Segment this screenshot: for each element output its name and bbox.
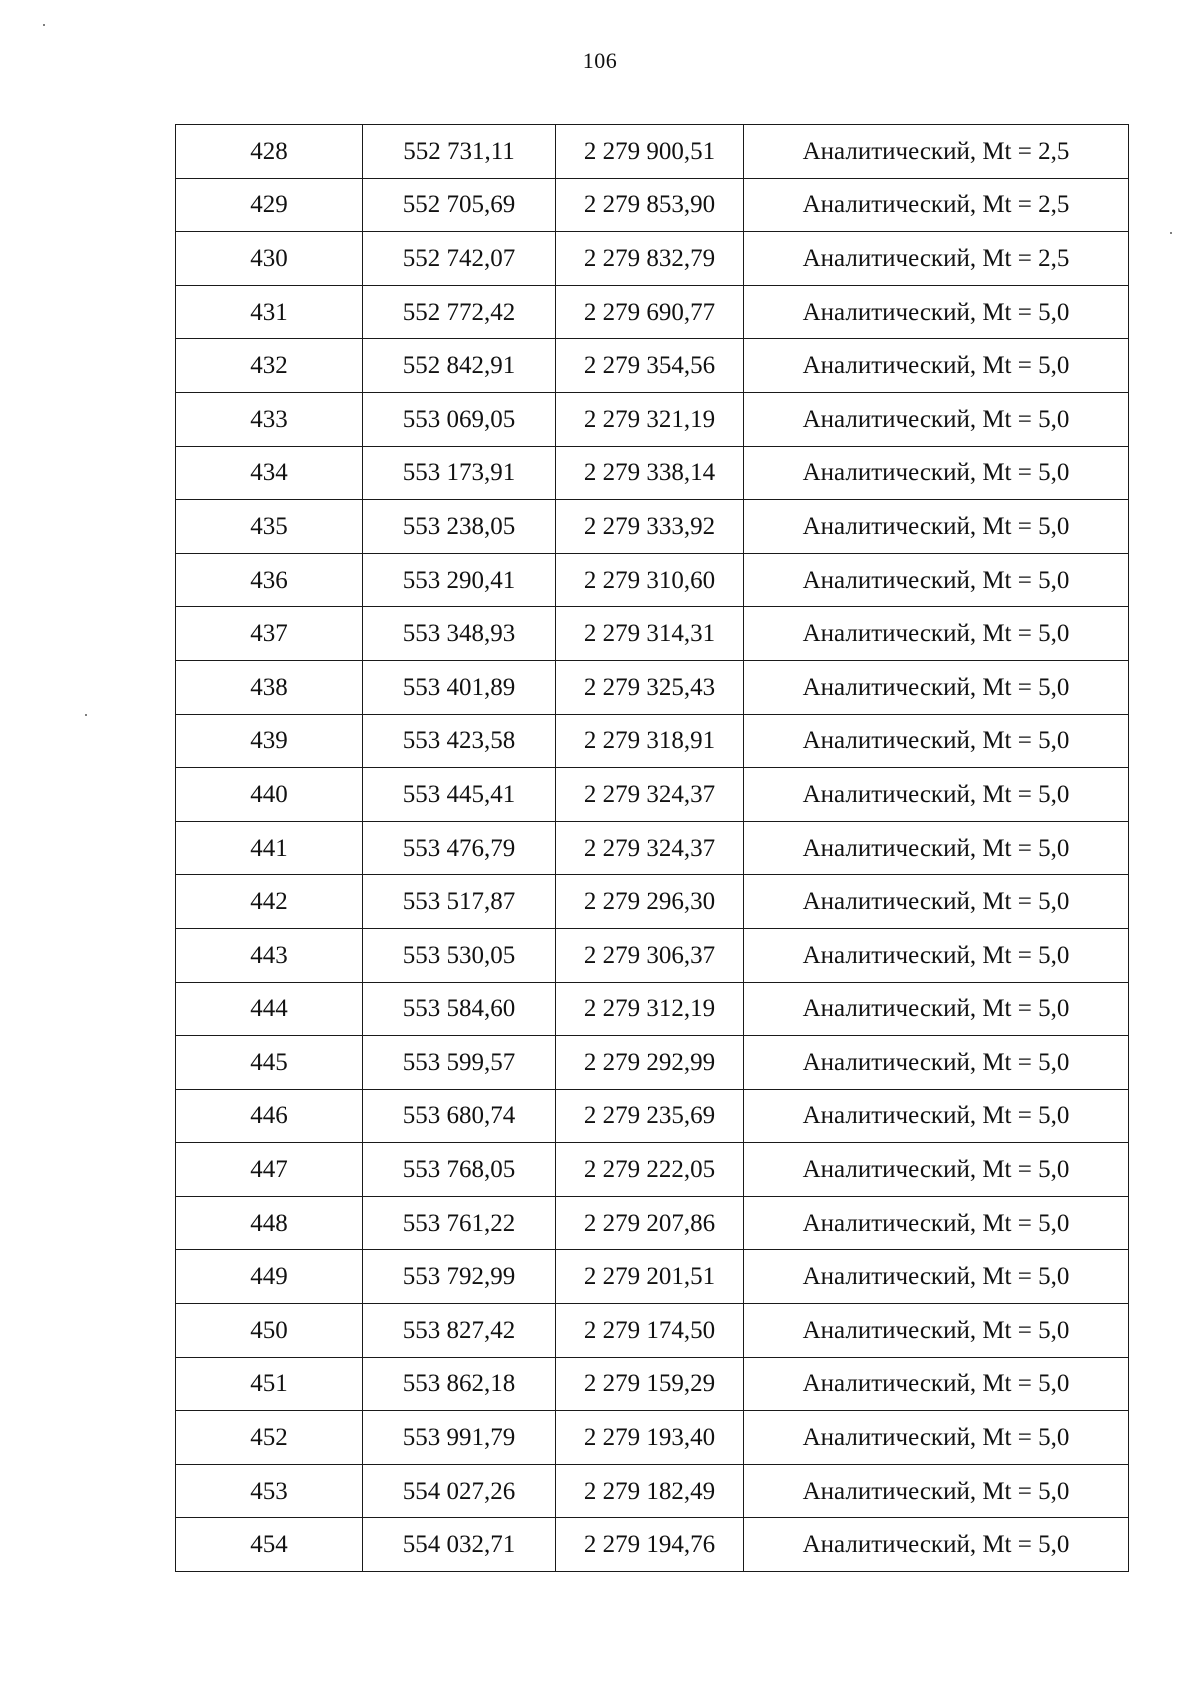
point-number-cell: 429	[176, 178, 363, 232]
x-coordinate-cell: 553 599,57	[363, 1036, 556, 1090]
table-row	[176, 768, 1129, 822]
table-row	[176, 500, 1129, 554]
table-row	[176, 928, 1129, 982]
point-number-cell: 436	[176, 553, 363, 607]
point-number-cell: 444	[176, 982, 363, 1036]
y-coordinate-cell: 2 279 306,37	[556, 928, 744, 982]
method-cell: Аналитический, Mt = 5,0	[744, 446, 1129, 500]
x-coordinate-cell: 553 401,89	[363, 660, 556, 714]
point-number-cell: 454	[176, 1518, 363, 1572]
method-cell: Аналитический, Mt = 5,0	[744, 1196, 1129, 1250]
table-row	[176, 1464, 1129, 1518]
table-row	[176, 1089, 1129, 1143]
table-row	[176, 1250, 1129, 1304]
method-cell: Аналитический, Mt = 5,0	[744, 1357, 1129, 1411]
y-coordinate-cell: 2 279 900,51	[556, 125, 744, 179]
method-cell: Аналитический, Mt = 5,0	[744, 1304, 1129, 1358]
point-number-cell: 431	[176, 285, 363, 339]
method-cell: Аналитический, Mt = 5,0	[744, 1089, 1129, 1143]
method-cell: Аналитический, Mt = 5,0	[744, 339, 1129, 393]
table-row	[176, 1518, 1129, 1572]
x-coordinate-cell: 553 238,05	[363, 500, 556, 554]
y-coordinate-cell: 2 279 292,99	[556, 1036, 744, 1090]
x-coordinate-cell: 553 680,74	[363, 1089, 556, 1143]
x-coordinate-cell: 553 348,93	[363, 607, 556, 661]
x-coordinate-cell: 553 862,18	[363, 1357, 556, 1411]
y-coordinate-cell: 2 279 325,43	[556, 660, 744, 714]
method-cell: Аналитический, Mt = 5,0	[744, 768, 1129, 822]
point-number-cell: 446	[176, 1089, 363, 1143]
method-cell: Аналитический, Mt = 5,0	[744, 982, 1129, 1036]
table-row	[176, 660, 1129, 714]
y-coordinate-cell: 2 279 193,40	[556, 1411, 744, 1465]
table-row	[176, 392, 1129, 446]
x-coordinate-cell: 552 742,07	[363, 232, 556, 286]
point-number-cell: 442	[176, 875, 363, 929]
scan-speck	[1170, 232, 1172, 234]
point-number-cell: 433	[176, 392, 363, 446]
method-cell: Аналитический, Mt = 5,0	[744, 660, 1129, 714]
method-cell: Аналитический, Mt = 5,0	[744, 553, 1129, 607]
table-row	[176, 125, 1129, 179]
y-coordinate-cell: 2 279 312,19	[556, 982, 744, 1036]
point-number-cell: 448	[176, 1196, 363, 1250]
x-coordinate-cell: 553 173,91	[363, 446, 556, 500]
point-number-cell: 428	[176, 125, 363, 179]
y-coordinate-cell: 2 279 296,30	[556, 875, 744, 929]
page-number: 106	[582, 48, 618, 73]
method-cell: Аналитический, Mt = 5,0	[744, 928, 1129, 982]
y-coordinate-cell: 2 279 354,56	[556, 339, 744, 393]
method-cell: Аналитический, Mt = 5,0	[744, 875, 1129, 929]
table-row	[176, 1411, 1129, 1465]
x-coordinate-cell: 553 423,58	[363, 714, 556, 768]
scan-speck	[85, 714, 87, 716]
y-coordinate-cell: 2 279 324,37	[556, 821, 744, 875]
table-row	[176, 232, 1129, 286]
y-coordinate-cell: 2 279 318,91	[556, 714, 744, 768]
x-coordinate-cell: 552 842,91	[363, 339, 556, 393]
x-coordinate-cell: 553 991,79	[363, 1411, 556, 1465]
y-coordinate-cell: 2 279 324,37	[556, 768, 744, 822]
point-number-cell: 452	[176, 1411, 363, 1465]
method-cell: Аналитический, Mt = 5,0	[744, 1250, 1129, 1304]
method-cell: Аналитический, Mt = 5,0	[744, 1411, 1129, 1465]
y-coordinate-cell: 2 279 201,51	[556, 1250, 744, 1304]
scan-speck	[43, 24, 45, 26]
table-row	[176, 714, 1129, 768]
table-row	[176, 178, 1129, 232]
y-coordinate-cell: 2 279 853,90	[556, 178, 744, 232]
table-row	[176, 1036, 1129, 1090]
method-cell: Аналитический, Mt = 5,0	[744, 1518, 1129, 1572]
y-coordinate-cell: 2 279 333,92	[556, 500, 744, 554]
y-coordinate-cell: 2 279 194,76	[556, 1518, 744, 1572]
y-coordinate-cell: 2 279 182,49	[556, 1464, 744, 1518]
point-number-cell: 434	[176, 446, 363, 500]
point-number-cell: 438	[176, 660, 363, 714]
method-cell: Аналитический, Mt = 5,0	[744, 1143, 1129, 1197]
table-row	[176, 446, 1129, 500]
table-row	[176, 1196, 1129, 1250]
x-coordinate-cell: 553 069,05	[363, 392, 556, 446]
method-cell: Аналитический, Mt = 2,5	[744, 232, 1129, 286]
method-cell: Аналитический, Mt = 5,0	[744, 1036, 1129, 1090]
method-cell: Аналитический, Mt = 5,0	[744, 1464, 1129, 1518]
y-coordinate-cell: 2 279 174,50	[556, 1304, 744, 1358]
point-number-cell: 449	[176, 1250, 363, 1304]
table-row	[176, 1304, 1129, 1358]
point-number-cell: 440	[176, 768, 363, 822]
y-coordinate-cell: 2 279 235,69	[556, 1089, 744, 1143]
method-cell: Аналитический, Mt = 2,5	[744, 125, 1129, 179]
point-number-cell: 439	[176, 714, 363, 768]
x-coordinate-cell: 552 772,42	[363, 285, 556, 339]
point-number-cell: 443	[176, 928, 363, 982]
coordinates-table-body	[176, 125, 1129, 1572]
x-coordinate-cell: 553 768,05	[363, 1143, 556, 1197]
table-row	[176, 607, 1129, 661]
point-number-cell: 430	[176, 232, 363, 286]
x-coordinate-cell: 554 032,71	[363, 1518, 556, 1572]
x-coordinate-cell: 553 290,41	[363, 553, 556, 607]
point-number-cell: 441	[176, 821, 363, 875]
table-row	[176, 821, 1129, 875]
x-coordinate-cell: 553 792,99	[363, 1250, 556, 1304]
y-coordinate-cell: 2 279 310,60	[556, 553, 744, 607]
point-number-cell: 451	[176, 1357, 363, 1411]
method-cell: Аналитический, Mt = 5,0	[744, 500, 1129, 554]
x-coordinate-cell: 552 705,69	[363, 178, 556, 232]
x-coordinate-cell: 553 445,41	[363, 768, 556, 822]
y-coordinate-cell: 2 279 222,05	[556, 1143, 744, 1197]
point-number-cell: 445	[176, 1036, 363, 1090]
point-number-cell: 450	[176, 1304, 363, 1358]
coordinates-table	[175, 124, 1129, 1572]
x-coordinate-cell: 553 517,87	[363, 875, 556, 929]
point-number-cell: 432	[176, 339, 363, 393]
y-coordinate-cell: 2 279 207,86	[556, 1196, 744, 1250]
table-row	[176, 982, 1129, 1036]
y-coordinate-cell: 2 279 690,77	[556, 285, 744, 339]
point-number-cell: 453	[176, 1464, 363, 1518]
y-coordinate-cell: 2 279 314,31	[556, 607, 744, 661]
table-row	[176, 285, 1129, 339]
x-coordinate-cell: 553 827,42	[363, 1304, 556, 1358]
table-row	[176, 1143, 1129, 1197]
y-coordinate-cell: 2 279 159,29	[556, 1357, 744, 1411]
x-coordinate-cell: 553 476,79	[363, 821, 556, 875]
y-coordinate-cell: 2 279 321,19	[556, 392, 744, 446]
method-cell: Аналитический, Mt = 2,5	[744, 178, 1129, 232]
table-row	[176, 553, 1129, 607]
method-cell: Аналитический, Mt = 5,0	[744, 285, 1129, 339]
table-row	[176, 339, 1129, 393]
x-coordinate-cell: 553 530,05	[363, 928, 556, 982]
y-coordinate-cell: 2 279 832,79	[556, 232, 744, 286]
point-number-cell: 437	[176, 607, 363, 661]
x-coordinate-cell: 552 731,11	[363, 125, 556, 179]
method-cell: Аналитический, Mt = 5,0	[744, 607, 1129, 661]
y-coordinate-cell: 2 279 338,14	[556, 446, 744, 500]
method-cell: Аналитический, Mt = 5,0	[744, 392, 1129, 446]
method-cell: Аналитический, Mt = 5,0	[744, 821, 1129, 875]
x-coordinate-cell: 553 761,22	[363, 1196, 556, 1250]
method-cell: Аналитический, Mt = 5,0	[744, 714, 1129, 768]
table-row	[176, 875, 1129, 929]
x-coordinate-cell: 553 584,60	[363, 982, 556, 1036]
point-number-cell: 435	[176, 500, 363, 554]
point-number-cell: 447	[176, 1143, 363, 1197]
table-row	[176, 1357, 1129, 1411]
x-coordinate-cell: 554 027,26	[363, 1464, 556, 1518]
